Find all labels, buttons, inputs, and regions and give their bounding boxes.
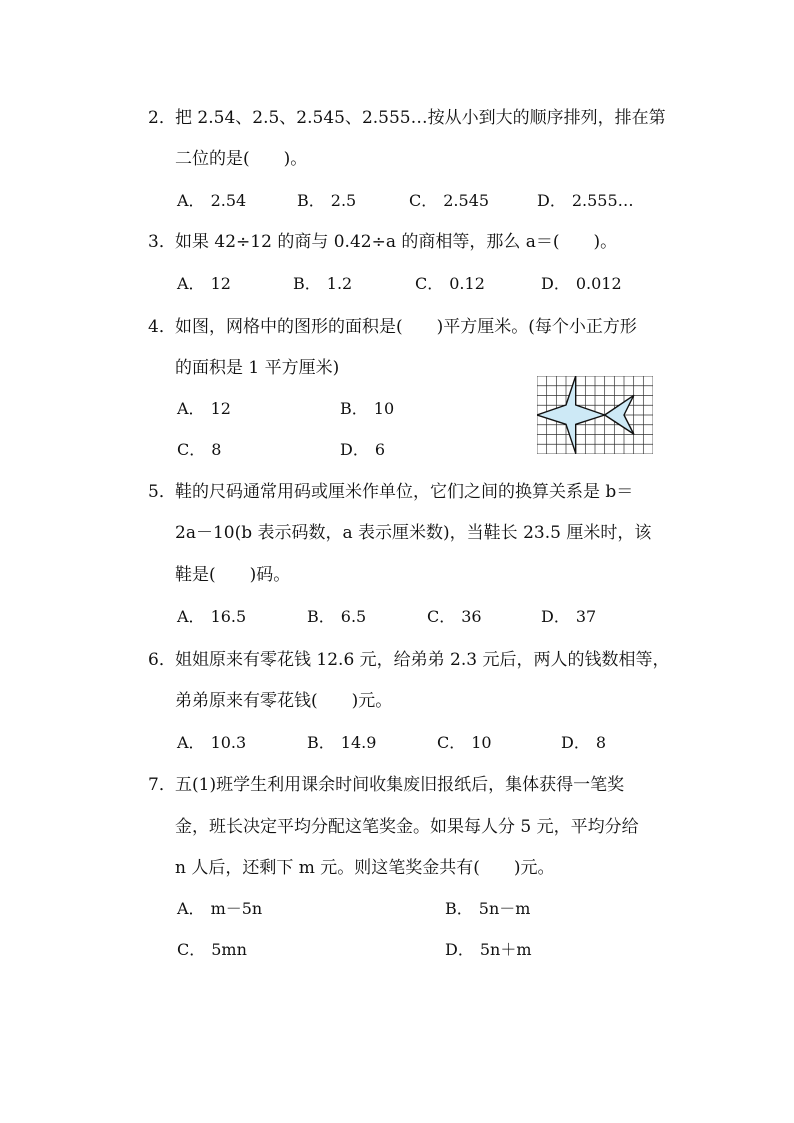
option-letter: C． — [409, 191, 438, 210]
option-letter: D． — [537, 191, 566, 210]
option-text: 12 — [210, 399, 231, 418]
option-text: 1.2 — [326, 274, 353, 293]
option-text: 10.3 — [210, 733, 247, 752]
question-4-stem-line-2: 的面积是 1 平方厘米) — [175, 358, 340, 378]
question-5-stem-line-3: 鞋是( )码。 — [175, 565, 291, 585]
question-7-option-b[interactable] — [445, 898, 530, 920]
option-text: 2.555… — [571, 191, 634, 210]
question-7-option-d[interactable] — [445, 939, 532, 961]
question-3-option-a[interactable] — [177, 273, 231, 295]
question-3-stem-line-1: 如果 42÷12 的商与 0.42÷a 的商相等，那么 a＝( )。 — [175, 232, 618, 252]
question-6-option-b[interactable] — [307, 732, 376, 754]
option-text: 12 — [210, 274, 231, 293]
question-4-number: 4． — [148, 317, 176, 337]
option-text: 2.545 — [443, 191, 490, 210]
option-letter: C． — [177, 440, 206, 459]
option-text: 37 — [575, 607, 597, 626]
option-text: 16.5 — [210, 607, 247, 626]
option-text: 2.5 — [330, 191, 357, 210]
question-6-number: 6． — [148, 650, 176, 670]
question-5-option-a[interactable] — [177, 606, 246, 628]
question-4-option-d[interactable] — [340, 439, 385, 461]
option-text: 14.9 — [340, 733, 377, 752]
option-letter: D． — [541, 274, 570, 293]
option-letter: A． — [177, 399, 205, 418]
option-text: 10 — [373, 399, 395, 418]
grid-figure — [537, 376, 653, 454]
question-5-option-c[interactable] — [427, 606, 482, 628]
question-2-option-d[interactable] — [537, 190, 634, 212]
option-letter: B． — [307, 607, 335, 626]
question-6-stem-line-2: 弟弟原来有零花钱( )元。 — [175, 691, 393, 711]
option-text: 8 — [211, 440, 222, 459]
option-letter: A． — [177, 274, 205, 293]
question-5-number: 5． — [148, 482, 176, 502]
question-7-number: 7． — [148, 775, 176, 795]
option-text: 10 — [471, 733, 492, 752]
option-text: 2.54 — [210, 191, 247, 210]
question-7-stem-line-3: n 人后，还剩下 m 元。则这笔奖金共有( )元。 — [175, 858, 555, 878]
question-7-option-c[interactable] — [177, 939, 247, 961]
option-text: 36 — [461, 607, 482, 626]
option-letter: B． — [307, 733, 335, 752]
question-2-option-a[interactable] — [177, 190, 246, 212]
question-3-option-d[interactable] — [541, 273, 622, 295]
question-4-option-b[interactable] — [340, 398, 394, 420]
option-text: 5n－m — [478, 899, 531, 918]
question-2-number: 2． — [148, 108, 176, 128]
question-6-stem-line-1: 姐姐原来有零花钱 12.6 元，给弟弟 2.3 元后，两人的钱数相等， — [175, 650, 670, 670]
option-letter: D． — [340, 440, 369, 459]
option-letter: D． — [445, 940, 474, 959]
question-3-option-c[interactable] — [415, 273, 485, 295]
question-2-stem-line-1: 把 2.54、2.5、2.545、2.555…按从小到大的顺序排列，排在第 — [175, 108, 666, 128]
option-letter: B． — [297, 191, 325, 210]
question-2-stem-line-2: 二位的是( )。 — [175, 149, 308, 169]
question-6-option-c[interactable] — [437, 732, 492, 754]
option-text: 5mn — [211, 940, 247, 959]
option-text: 5n＋m — [479, 940, 532, 959]
question-5-stem-line-1: 鞋的尺码通常用码或厘米作单位，它们之间的换算关系是 b＝ — [175, 482, 634, 502]
option-letter: A． — [177, 607, 205, 626]
option-letter: D． — [541, 607, 570, 626]
option-text: 6.5 — [340, 607, 367, 626]
option-text: m－5n — [210, 899, 263, 918]
option-letter: C． — [415, 274, 444, 293]
question-4-option-a[interactable] — [177, 398, 231, 420]
question-6-option-a[interactable] — [177, 732, 246, 754]
option-letter: B． — [293, 274, 321, 293]
question-7-option-a[interactable] — [177, 898, 262, 920]
option-text: 0.12 — [449, 274, 485, 293]
question-2-option-b[interactable] — [297, 190, 356, 212]
option-letter: D． — [561, 733, 590, 752]
question-3-number: 3． — [148, 232, 176, 252]
question-5-option-d[interactable] — [541, 606, 596, 628]
question-5-stem-line-2: 2a－10(b 表示码数，a 表示厘米数)，当鞋长 23.5 厘米时，该 — [175, 523, 652, 543]
option-letter: C． — [427, 607, 456, 626]
question-2-option-c[interactable] — [409, 190, 489, 212]
question-4-option-c[interactable] — [177, 439, 221, 461]
option-letter: A． — [177, 191, 205, 210]
question-3-option-b[interactable] — [293, 273, 352, 295]
question-5-option-b[interactable] — [307, 606, 366, 628]
option-text: 8 — [595, 733, 607, 752]
option-letter: A． — [177, 733, 205, 752]
option-letter: B． — [340, 399, 368, 418]
option-text: 0.012 — [575, 274, 622, 293]
option-text: 6 — [374, 440, 386, 459]
option-letter: B． — [445, 899, 473, 918]
question-7-stem-line-1: 五(1)班学生利用课余时间收集废旧报纸后，集体获得一笔奖 — [175, 775, 625, 795]
question-6-option-d[interactable] — [561, 732, 606, 754]
option-letter: C． — [177, 940, 206, 959]
option-letter: C． — [437, 733, 466, 752]
option-letter: A． — [177, 899, 205, 918]
question-4-stem-line-1: 如图，网格中的图形的面积是( )平方厘米。(每个小正方形 — [175, 317, 637, 337]
question-7-stem-line-2: 金，班长决定平均分配这笔奖金。如果每人分 5 元，平均分给 — [175, 817, 639, 837]
